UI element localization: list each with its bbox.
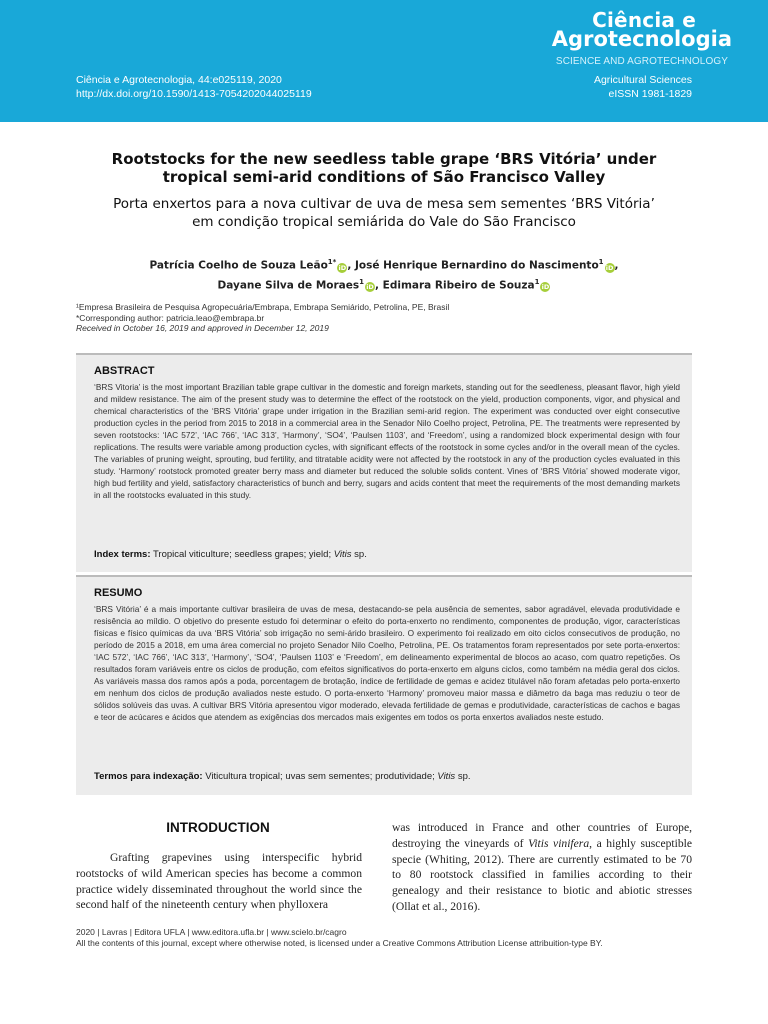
title-pt-line1: Porta enxertos para a nova cultivar de uva de mesa sem sementes ‘BRS Vitória’: [113, 196, 655, 212]
author-affil-sup: 1: [359, 277, 364, 286]
title-en-line1: Rootstocks for the new seedless table grape ‘BRS Vitória’ under: [111, 150, 657, 168]
article-title-en: [64, 150, 704, 186]
orcid-icon[interactable]: iD: [541, 283, 550, 291]
citation-block: [76, 73, 312, 101]
article-title-pt: [64, 196, 704, 231]
abstract-heading: ABSTRACT: [94, 365, 155, 377]
index-terms-genus: Vitis: [333, 549, 352, 560]
eissn: eISSN 1981-1829: [608, 88, 692, 100]
termos-label: Termos para indexação:: [94, 771, 203, 782]
resumo-heading: RESUMO: [94, 587, 143, 599]
introduction-column-1: Grafting grapevines using interspecific hybrid rootstocks of wild American species has become a common practice widely disseminated throughout the world since the second half of the nineteenth century when phylloxera: [76, 851, 362, 912]
title-en-line2: tropical semi-arid conditions of São Francisco Valley: [162, 168, 606, 186]
affiliation: ¹Empresa Brasileira de Pesquisa Agropecuária/Embrapa, Embrapa Semiárido, Petrolina, PE, Brasil: [76, 302, 450, 312]
author-name: Patrícia Coelho de Souza Leão: [149, 259, 328, 272]
author-affil-sup: 1: [598, 258, 604, 266]
termos-text: Viticultura tropical; uvas sem sementes; produtividade;: [205, 771, 435, 782]
journal-logo-line2: Agrotecnologia: [551, 27, 732, 51]
author-list: Patrícia Coelho de Souza Leão$^{1*}$iD, José Henrique Bernardino do Nascimento$^1$iD, Dayane Silva de Moraes$^1$iD, Edimara Ribeiro de Souza$^1$iD: [149, 258, 619, 291]
orcid-icon[interactable]: iD: [338, 263, 347, 272]
affiliation-block: [76, 302, 449, 334]
orcid-icon[interactable]: iD: [605, 263, 614, 272]
index-terms-label: Index terms:: [94, 549, 151, 560]
received-dates: Received in October 16, 2019 and approved in December 12, 2019: [76, 323, 329, 333]
termos-genus: Vitis: [437, 771, 456, 782]
page-footer: [76, 927, 603, 949]
author-affil-sup: 1*: [327, 258, 337, 266]
doi-link[interactable]: http://dx.doi.org/10.1590/1413-7054202044025119: [76, 88, 312, 100]
journal-logo-line1: Ciência e: [592, 8, 696, 32]
journal-tagline: SCIENCE AND AGROTECHNOLOGY: [555, 56, 728, 67]
index-terms-end: sp.: [354, 549, 367, 560]
section-name: Agricultural Sciences: [593, 74, 692, 86]
intro-text: , a highly susceptible specie (Whiting, 2012). There are currently estimated to be 70 to 80 rootstock classified in families according to their genealogy and their resistance to biotic and abiotic stresses (Ollat et al., 2016).: [392, 836, 692, 913]
resumo-text: ‘BRS Vitória’ é a mais importante cultivar brasileira de uvas de mesa, destacando-se pela ausência de sementes, sabor agradável, elevada produtividade e resisência ao míldio. O objetivo do presente estudo foi determinar o efeito do porta-enxerto no rendimento, componentes de produção, vigor, características físicas e físico químicas da uva ‘BRS Vitória’ sob irrigação no semi-árido brasileiro. O experimento foi realizado em oito ciclos consecutivos de produção, no período de 2015 a 2018, em uma área comercial no projeto Senador Nilo Coelho, Petrolina, PE. Os tratamentos foram representados por sete porta-enxertos: ‘IAC 572’, ‘IAC 766’, ‘IAC 313’, ‘Harmony’, ‘SO4’, ‘Paulsen 1103’ e ‘Freedom’, em delineamento experimental de blocos ao acaso, com quatro repetições. Os resultados foram variáveis entre os ciclos de produção, com efeitos significativos do porta-enxerto em alguns ciclos, como também na média geral dos ciclos. As variáveis massa dos ramos após a poda, porcentagem de brotação, índice de fertilidade de gemas e acidez titulável não foram afetadas pelo porta-enxerto em nenhum dos ciclos de produção avaliados neste estudo. O porta-enxerto ‘Harmony’ promoveu maior massa e diâmetro da baga mas reduziu o teor de sólidos solúveis das uvas. A cultivar BRS Vitória apresentou vigor moderado, elevada fertilidade de gemas e produtividade, características de cachos e bagas e teor de acúcares e ácidos que atendem as exigências dos mercados mais exigentes em todos os porta enxertos avaliados neste estudo.: [94, 604, 680, 722]
termos-indexacao: [94, 771, 680, 782]
intro-species: Vitis vinifera: [528, 836, 590, 850]
index-terms-text: Tropical viticulture; seedless grapes; yield;: [152, 549, 332, 560]
citation: Ciência e Agrotecnologia, 44:e025119, 2020: [76, 74, 282, 86]
resumo-box: [76, 575, 692, 795]
abstract-box: [76, 353, 692, 572]
index-terms: [94, 549, 680, 560]
author-name: Edimara Ribeiro de Souza: [382, 279, 535, 291]
journal-banner: [0, 0, 768, 122]
footer-publisher: 2020 | Lavras | Editora UFLA | www.editora.ufla.br | www.scielo.br/cagro: [76, 927, 347, 937]
title-pt-line2: em condição tropical semiárida do Vale do São Francisco: [192, 213, 576, 230]
introduction-heading: INTRODUCTION: [166, 820, 270, 835]
section-block: [594, 73, 692, 101]
author-affil-sup: 1: [534, 277, 540, 286]
abstract-text: ‘BRS Vitoria’ is the most important Brazilian table grape cultivar in the domestic and foreign markets, standing out for the seedleness, pleasant flavor, high yield and mildew resistance. The aim of the present study was to determine the effect of the rootstock on the yield, production components, vigor, and physical and chemical characteristics of the ‘BRS Vitória’ grape under irrigation in the Brazilian semi-arid region. The experiment was conducted over eight consecutive production cycles in the period from 2015 to 2018 in a commercial area in the Senador Nilo Coelho project, Petrolina, PE. The treatments were represented by seven rootstocks: ‘IAC 572’, ‘IAC 766’, ‘IAC 313’, ‘Harmony’, ‘SO4’, ‘Paulsen 1103’, and ‘Freedom’, using a randomized block experimental design with four replications. The results were variable among production cycles, with significant effects of the rootstock in some cycles and/or in the overall mean of the cycles. The variables of pruning weight, sprouting, bud fertility, and titratable acidity were not affected by the rootstock in any of the production cycles evaluated in this study. ‘Harmony’ rootstock promoted greater berry mass and diameter but reduced the soluble solids content. Vines of ‘BRS Vitória’ showed moderate vigor, high bud fertility and yield, satisfactory characteristics of bunch and berry, sugars and acids content that meet the requirements of the most demanding markets in all the rootstocks evaluated in this study.: [94, 382, 680, 500]
intro-text: was introduced in France and other countries of Europe, destroying the vineyards of: [392, 821, 692, 850]
introduction-column-2: [392, 820, 692, 915]
orcid-icon[interactable]: iD: [366, 283, 374, 291]
author-name: Dayane Silva de Moraes: [217, 279, 360, 291]
footer-license: All the contents of this journal, except where otherwise noted, is licensed under a Creative Commons Attribution License attribuition-type BY.: [76, 938, 603, 948]
author-name: José Henrique Bernardino do Nascimento: [354, 259, 599, 272]
corresponding-author: *Corresponding author: patricia.leao@embrapa.br: [76, 312, 265, 323]
termos-end: sp.: [457, 771, 471, 782]
